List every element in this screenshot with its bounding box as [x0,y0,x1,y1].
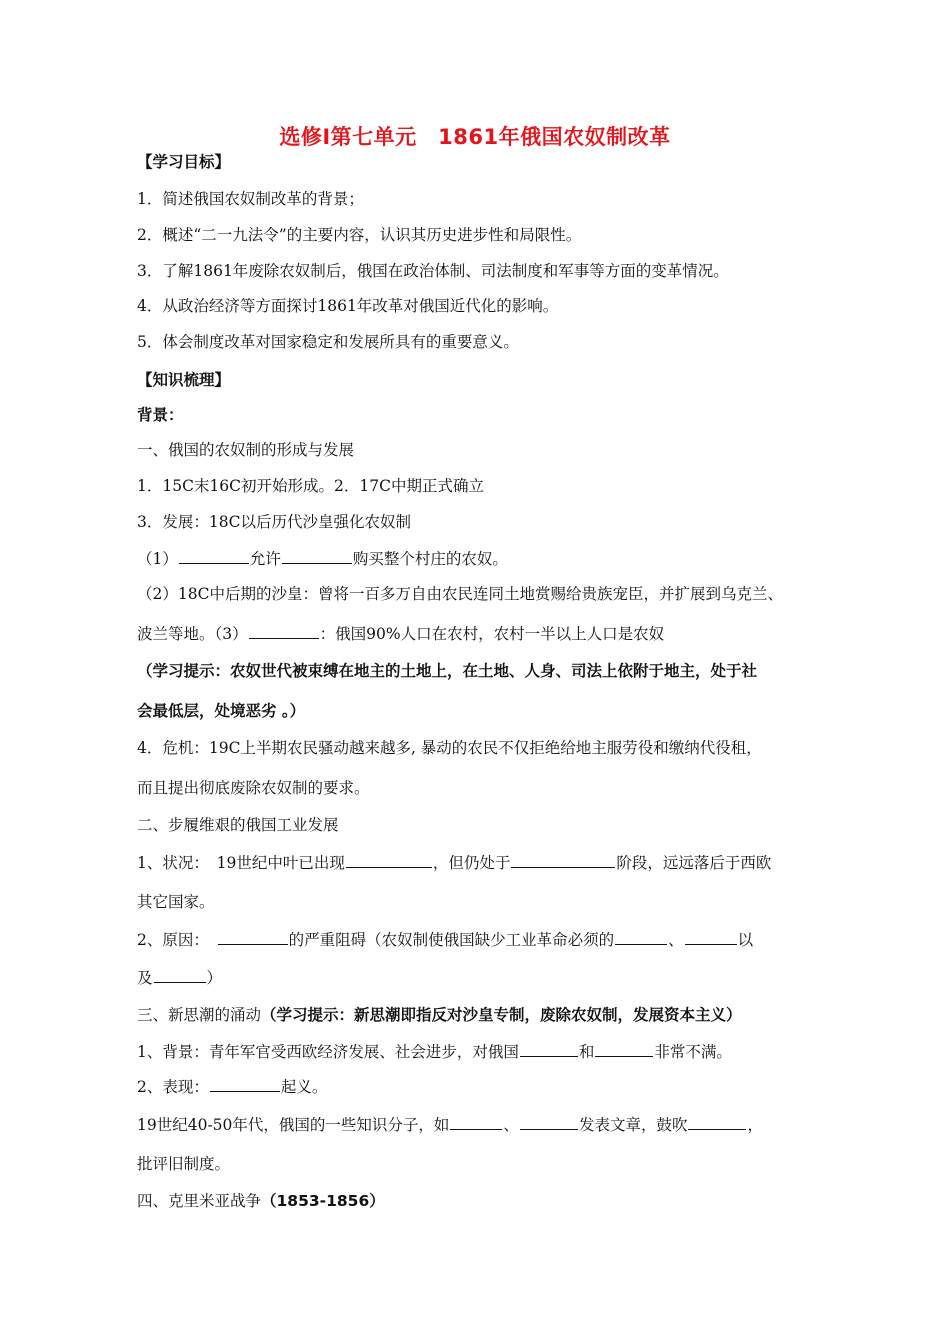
objectives-header: 【学习目标】 [137,153,231,171]
objective-item: 1．简述俄国农奴制改革的背景； [137,190,364,208]
study-hint: （学习提示：农奴世代被束缚在地主的土地上，在土地、人身、司法上依附于地主，处于社 [137,662,758,680]
fill-blank[interactable] [520,1040,578,1057]
fill-blank[interactable] [218,928,288,945]
fill-blank[interactable] [282,547,352,564]
text-span: 1、状况： 19世纪中叶已出现 [137,854,345,872]
s3-line-4: 批评旧制度。 [137,1155,231,1173]
fill-blank[interactable] [346,851,432,868]
text-span: ） [206,969,223,987]
study-hint: 会最低层，处境恶劣 。） [137,702,306,720]
section-3-title [137,1004,742,1026]
section-2-title: 二、步履维艰的俄国工业发展 [137,816,339,834]
study-hint: （学习提示：新思潮即指反对沙皇专制，废除农奴制，发展资本主义） [261,1006,742,1024]
fill-blank[interactable] [210,1075,280,1092]
s1-line-6: 4．危机：19C上半期农民骚动越来越多, 暴动的农民不仅拒绝给地主服劳役和缴纳代役租， [137,739,762,757]
section-1-title: 一、俄国的农奴制的形成与发展 [137,441,355,459]
fill-blank[interactable] [249,622,319,639]
fill-blank[interactable] [520,1113,578,1130]
text-span: 的严重阻碍（农奴制使俄国缺少工业革命必须的 [288,931,615,949]
s1-line-7: 而且提出彻底废除农奴制的要求。 [137,779,370,797]
text-span: 阶段，远远落后于西欧 [616,854,772,872]
text-span: 19世纪40-50年代，俄国的一些知识分子，如 [137,1116,450,1134]
s3-line-3 [137,1113,763,1136]
fill-blank[interactable] [685,928,737,945]
s2-line-4 [137,966,222,989]
text-span: 非常不满。 [654,1043,732,1061]
text-span: ，但仍处于 [432,854,511,872]
text-span: 允许 [249,550,281,568]
s1-line-5 [137,622,664,645]
objective-item: 2．概述“二一九法令”的主要内容，认识其历史进步性和局限性。 [137,226,582,244]
text-span: （1853-1856） [261,1192,385,1210]
text-span: 发表文章，鼓吹 [578,1116,688,1134]
text-span: 2、原因： [137,931,217,949]
fill-blank[interactable] [511,851,615,868]
text-span: 、 [668,931,684,949]
text-span: 、 [503,1116,519,1134]
s2-line-3 [137,928,753,951]
text-span: 1、背景：青年军官受西欧经济发展、社会进步，对俄国 [137,1043,519,1061]
text-span: 及 [137,969,153,987]
s1-line-3 [137,547,508,570]
objective-item: 3．了解1861年废除农奴制后，俄国在政治体制、司法制度和军事等方面的变革情况。 [137,262,729,280]
fill-blank[interactable] [154,966,206,983]
text-span: ：俄国90%人口在农村，农村一半以上人口是农奴 [319,625,665,643]
text-span: ， [747,1116,763,1134]
text-span: 2、表现： [137,1078,209,1096]
section-4-title [137,1190,385,1212]
s1-line-4: （2）18C中后期的沙皇：曾将一百多万自由农民连同土地赏赐给贵族宠臣，并扩展到乌克兰、 [137,585,783,603]
objective-item: 5．体会制度改革对国家稳定和发展所具有的重要意义。 [137,333,519,351]
text-span: 起义。 [280,1078,328,1096]
knowledge-header: 【知识梳理】 [137,371,231,389]
text-span: （1） [137,550,178,568]
s1-line-2: 3．发展：18C以后历代沙皇强化农奴制 [137,513,411,531]
text-span: 波兰等地。（3） [137,625,248,643]
fill-blank[interactable] [179,547,249,564]
text-span: 和 [578,1043,595,1061]
objective-item: 4．从政治经济等方面探讨1861年改革对俄国近代化的影响。 [137,297,559,315]
s2-line-1 [137,851,771,874]
text-span: 以 [737,931,754,949]
fill-blank[interactable] [450,1113,502,1130]
fill-blank[interactable] [688,1113,746,1130]
text-span: 三、新思潮的涌动 [137,1006,262,1024]
background-label: 背景： [137,406,184,424]
s3-line-1 [137,1040,732,1063]
fill-blank[interactable] [615,928,667,945]
s3-line-2 [137,1075,327,1098]
page-title: 选修Ⅰ第七单元 1861年俄国农奴制改革 [279,125,671,149]
s1-line-1: 1．15C末16C初开始形成。2．17C中期正式确立 [137,477,484,495]
text-span: 四、克里米亚战争 [137,1192,262,1210]
fill-blank[interactable] [595,1040,653,1057]
s2-line-2: 其它国家。 [137,893,215,911]
text-span: 购买整个村庄的农奴。 [352,550,508,568]
